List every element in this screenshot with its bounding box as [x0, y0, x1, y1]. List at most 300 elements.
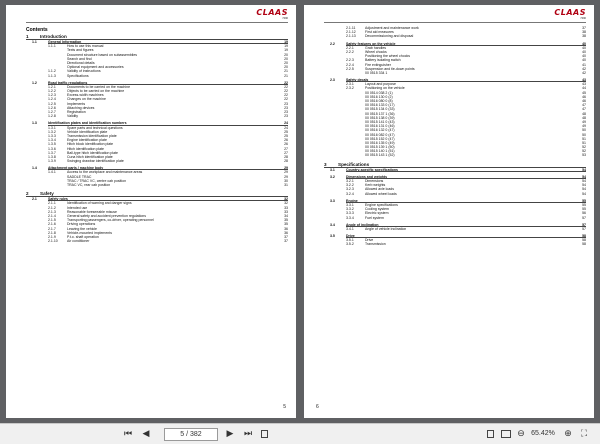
toc-entry-page: 29: [284, 170, 288, 175]
toc-entry-title: Attaching devices: [67, 105, 95, 110]
toc-entry-page: 22: [284, 84, 288, 89]
toc-entry-number: 1.3: [32, 121, 37, 126]
zoom-out-button[interactable]: [515, 427, 527, 440]
toc-entry-title: Specifications: [67, 73, 89, 78]
toc-entry-page: 54: [582, 179, 586, 183]
toc-entry[interactable]: [324, 34, 586, 38]
toc-entry-page: 43: [582, 78, 586, 83]
toc-entry-page: 42: [582, 70, 586, 75]
toc-entry-page: 22: [284, 89, 288, 94]
toc-entry-number: 2.2.4: [346, 62, 354, 67]
toc-entry-page: 22: [284, 93, 288, 98]
toc-entry-page: 30: [284, 178, 288, 183]
toc-entry-number: 1.2.1: [48, 84, 56, 89]
toc-entry-title: Implements: [67, 101, 86, 106]
toc-list: [26, 34, 288, 243]
toc-entry-page: 44: [582, 86, 586, 91]
toc-entry-page: 40: [582, 49, 586, 54]
toc-entry-title: Electric system: [365, 211, 389, 216]
toc-entry-number: 2.1.7: [48, 226, 56, 231]
toc-entry-page: 55: [582, 198, 586, 203]
toc-entry-title: Positioning the wheel chocks: [365, 54, 410, 59]
claas-logo: CLAAS: [554, 8, 586, 17]
toc-entry[interactable]: [26, 183, 288, 187]
toc-entry-number: 2.1.2: [48, 205, 56, 210]
toc-entry-number: 1.2.8: [48, 114, 56, 119]
toc-entry-title: Search and find: [67, 56, 92, 61]
toc-entry-page: 49: [582, 119, 586, 124]
toc-entry-page: 33: [284, 205, 288, 210]
toc-entry-number: 2.3.1: [346, 82, 354, 87]
toc-entry-title: 00 0515 141 0 (43): [365, 119, 395, 124]
toc-entry-title: 00 0516 135 0 (49): [365, 140, 395, 145]
toc-entry-title: Angle of vehicle inclination: [365, 226, 407, 231]
toc-entry-page: 32: [284, 201, 288, 206]
toc-entry-title: Document structure based on subassemblies: [67, 52, 138, 57]
toc-entry-number: 1.3.1: [48, 125, 56, 130]
toc-entry-title: 00 0514 038 2 (1): [365, 90, 393, 95]
toc-entry-title: Grab handles: [365, 45, 387, 50]
toc-entry[interactable]: [324, 168, 586, 172]
zoom-level[interactable]: 65.42%: [531, 430, 555, 437]
toc-entry-page: 43: [582, 82, 586, 87]
toc-entry-page: 32: [284, 197, 288, 202]
toc-entry[interactable]: [324, 153, 586, 157]
toc-entry-title: Safety features on the vehicle: [346, 41, 396, 46]
pdf-page-right: [304, 5, 594, 418]
toc-entry-page: 21: [284, 69, 288, 74]
toc-entry-number: 1.2.7: [48, 110, 56, 114]
toc-entry-page: 34: [284, 213, 288, 218]
toc-entry-title: Hitch identification plate: [67, 146, 104, 151]
toc-entry-number: 2.1.5: [48, 218, 56, 223]
toc-entry-number: 2.2.1: [346, 45, 354, 50]
toc-entry-page: 54: [582, 167, 586, 172]
toc-entry-number: 1.4: [32, 166, 37, 171]
toc-entry-page: 53: [582, 153, 586, 158]
toc-entry-page: 47: [582, 103, 586, 108]
toc-entry-number: 3.2: [330, 174, 335, 179]
toc-entry-page: 51: [582, 136, 586, 141]
toc-entry-title: Fuel system: [365, 215, 384, 220]
doc-code: 7490: [580, 17, 586, 20]
toc-entry-number: 3.2.1: [346, 179, 354, 183]
toc-entry-page: 46: [582, 94, 586, 99]
toc-entry-page: 40: [582, 58, 586, 63]
toc-entry-page: 46: [582, 99, 586, 103]
toc-entry-title: SADDLE TRAC: [67, 174, 92, 179]
toc-entry-number: 1.2.2: [48, 89, 56, 94]
toc-entry-number: 3.2.3: [346, 187, 354, 192]
toc-entry-title: Driving operations: [67, 222, 96, 227]
toc-entry-number: 2.1: [32, 197, 37, 202]
toc-entry-page: 56: [582, 211, 586, 216]
toc-entry-title: Specifications: [338, 161, 370, 167]
toc-entry-page: 33: [284, 209, 288, 214]
toc-entry-title: Changes on the machine: [67, 97, 106, 102]
fullscreen-icon: ⛶: [580, 428, 588, 438]
toc-entry-page: 45: [582, 90, 586, 95]
toc-entry-title: Identification of warning and danger signs: [67, 201, 132, 206]
toc-entry-title: How to use this manual: [67, 44, 104, 49]
toc-entry-title: Safety: [40, 191, 54, 197]
toc-entry-title: Engine identification plate: [67, 138, 107, 143]
toc-entry-title: Allowed wheel loads: [365, 191, 397, 196]
toc-entry-title: Fire extinguisher: [365, 62, 391, 67]
toc-entry-number: 3.5.2: [346, 242, 354, 247]
toc-entry-number: 2.1.12: [346, 30, 356, 35]
toc-entry-title: Transporting passengers, co-driver, operating personnel: [67, 218, 154, 223]
toc-entry-number: 1.2.4: [48, 97, 56, 102]
toc-entry-title: Battery isolating switch: [365, 58, 401, 63]
toc-entry-title: 00 0515 140 1 (51): [365, 149, 395, 154]
toc-entry-number: 3.3.3: [346, 211, 354, 216]
toc-entry-page: 23: [284, 114, 288, 119]
toc-entry-page: 57: [582, 226, 586, 231]
page-number-input[interactable]: 5 / 382: [164, 428, 218, 441]
toc-entry-page: 58: [582, 238, 586, 243]
page-number: 5: [283, 404, 286, 410]
toc-entry-page: 57: [582, 215, 586, 220]
header-rule: [26, 22, 288, 23]
toc-entry-number: 1.2.5: [48, 101, 56, 106]
toc-entry-page: 54: [582, 187, 586, 192]
toc-entry-title: 00 0515 137 1 (36): [365, 111, 395, 116]
toc-entry-number: 2.2.3: [346, 58, 354, 63]
toc-entry-number: 1.3.3: [48, 133, 56, 138]
toc-body: [26, 26, 288, 243]
toc-entry[interactable]: [26, 114, 288, 118]
toc-entry-number: 1.3.9: [48, 159, 56, 164]
toc-entry-page: 23: [284, 110, 288, 114]
toc-entry-number: 2.1.8: [48, 230, 56, 235]
toc-entry-page: 48: [582, 111, 586, 116]
toc-entry-title: Swinging drawbar identification plate: [67, 159, 124, 164]
toc-entry-page: 19: [284, 40, 288, 44]
toc-entry-page: 50: [582, 128, 586, 133]
toc-entry-title: Cuna hitch identification plate: [67, 154, 113, 159]
toc-entry-title: 00 0516 130 0 (2): [365, 94, 393, 99]
toc-entry-page: 40: [582, 54, 586, 59]
toc-entry-title: Optional equipment and accessories: [67, 65, 124, 70]
toc-entry-page: 20: [284, 60, 288, 65]
toc-entry-title: Dimensions and weights: [346, 174, 388, 179]
two-page-view-button[interactable]: [500, 427, 512, 440]
last-page-button[interactable]: [242, 427, 254, 440]
toc-entry-title: Documents to be carried on the machine: [67, 84, 131, 89]
header-rule: [324, 22, 586, 23]
toc-entry-title: 00 0516 133 0 (17): [365, 103, 395, 108]
toc-entry-page: 24: [284, 125, 288, 130]
toc-entry-page: 20: [284, 65, 288, 70]
toc-entry-page: 40: [582, 45, 586, 50]
toc-entry-number: 2.1.6: [48, 222, 56, 227]
toc-entry-title: Identification plates and identification numbers: [48, 121, 127, 126]
toc-entry-page: 37: [284, 239, 288, 244]
toc-entry-title: 00 0516 131 0 (46): [365, 124, 395, 129]
toc-entry-page: 28: [284, 159, 288, 164]
toc-entry-title: Transmission: [365, 242, 386, 247]
toc-entry-number: 2.1.13: [346, 34, 356, 39]
toc-entry-number: 2.3.2: [346, 86, 354, 91]
toc-entry-title: Spare parts and technical questions: [67, 125, 123, 130]
toc-entry-title: Kerb weights: [365, 183, 386, 188]
toc-entry-number: 2.1.10: [48, 239, 58, 244]
toc-entry-number: 1.3.2: [48, 129, 56, 134]
toc-entry-number: 1.2: [32, 80, 37, 85]
toc-entry-page: 58: [582, 242, 586, 247]
toc-entry-number: 3: [324, 161, 327, 167]
toc-entry-number: 2.1.3: [48, 209, 56, 214]
toc-entry-page: 21: [284, 73, 288, 78]
toc-entry-title: Access to the workplace and maintenance areas: [67, 170, 143, 175]
toc-entry-title: Engine specifications: [365, 202, 398, 207]
toc-entry-page: 22: [284, 80, 288, 85]
toc-entry-page: 54: [582, 191, 586, 196]
toc-entry-page: 42: [582, 66, 586, 71]
toc-entry-title: Safety rules: [48, 197, 68, 202]
toc-entry-title: 00 0516 082 0 (47): [365, 132, 395, 137]
toc-entry-number: 2.1.1: [48, 201, 56, 206]
toc-entry-number: 2.1.11: [346, 26, 356, 30]
toc-entry-title: General Information: [48, 40, 82, 44]
toc-entry-number: 3.4: [330, 222, 335, 227]
first-page-button[interactable]: [122, 427, 134, 440]
toc-entry-page: 37: [284, 234, 288, 239]
toc-entry-page: 49: [582, 124, 586, 129]
toc-entry-number: 1.2.3: [48, 93, 56, 98]
toc-entry-title: Layout and purpose: [365, 82, 396, 87]
toc-entry-title: Introduction: [40, 34, 67, 39]
toc-entry-page: 37: [582, 26, 586, 30]
toc-entry-page: 47: [582, 107, 586, 112]
toc-entry-page: 55: [582, 207, 586, 212]
toc-entry-page: 23: [284, 101, 288, 106]
toc-entry-page: 38: [582, 30, 586, 35]
toc-entry-number: 2.2.5: [346, 66, 354, 71]
toc-entry-title: Positioning on the vehicle: [365, 86, 405, 91]
previous-page-icon: ◀: [142, 428, 150, 438]
toc-entry-title: Vehicle identification plate: [67, 129, 108, 134]
toc-entry-title: 00 0515 138 0 (39): [365, 115, 395, 120]
toc-entry-title: TRAC VC, rear cab position: [67, 183, 111, 187]
toc-entry-number: 2: [26, 191, 29, 197]
toc-body: [324, 26, 586, 247]
toc-entry-title: Road traffic regulations: [48, 80, 88, 85]
toc-entry-title: Attachment parts / machine body: [48, 166, 104, 171]
single-page-icon: [487, 430, 494, 438]
toc-entry-page: 29: [284, 174, 288, 179]
next-page-button[interactable]: [224, 427, 236, 440]
toc-entry-title: Allowed axle loads: [365, 187, 394, 192]
toc-entry-number: 3.4.1: [346, 226, 354, 231]
fit-page-icon: [261, 430, 268, 438]
toc-entry-page: 20: [284, 52, 288, 57]
toc-entry-title: 00 0515 334 1: [365, 70, 388, 75]
toc-entry-page: 27: [284, 146, 288, 151]
toc-entry[interactable]: [324, 242, 586, 246]
toc-entry-title: Drive: [365, 238, 374, 243]
toc-entry-number: 1.1.2: [48, 69, 56, 74]
toc-entry-title: Hitch block identification plate: [67, 142, 114, 147]
toc-entry[interactable]: [324, 71, 586, 75]
fullscreen-button[interactable]: [578, 427, 590, 440]
toc-entry-number: 3.3: [330, 198, 335, 203]
toc-entry-number: 3.3.4: [346, 215, 354, 220]
toc-entry-page: 27: [284, 150, 288, 155]
toc-entry-number: 1.3.5: [48, 142, 56, 147]
toc-entry-rule: [346, 171, 586, 172]
toc-entry[interactable]: [324, 192, 586, 196]
two-page-icon: [501, 430, 511, 438]
toc-entry-page: 26: [284, 138, 288, 143]
toc-entry-number: 1.3.4: [48, 138, 56, 143]
toc-entry-title: Intended use: [67, 205, 88, 210]
toc-entry-number: 3.2.2: [346, 183, 354, 188]
toc-entry-number: 1.3.8: [48, 154, 56, 159]
toc-entry-title: Directional details: [67, 60, 95, 65]
toc-entry-title: Objects to be carried on the machine: [67, 89, 125, 94]
toc-entry-title: Validity: [67, 114, 79, 119]
toc-list: [324, 26, 586, 247]
toc-entry-title: Country-specific specifications: [346, 167, 398, 172]
pdf-page-left: [6, 5, 296, 418]
toc-entry-page: 29: [284, 166, 288, 171]
toc-entry-page: 58: [582, 234, 586, 239]
toc-entry-number: 1.1.1: [48, 44, 56, 49]
toc-entry-page: 50: [582, 132, 586, 137]
toc-entry-page: 23: [284, 105, 288, 110]
toc-entry-page: 54: [582, 183, 586, 188]
toc-entry-title: 00 0516 080 0 (8): [365, 99, 393, 103]
toc-entry-title: Suspension and tie-down points: [365, 66, 415, 71]
toc-entry-title: Excess-width machines: [67, 93, 104, 98]
toc-entry-page: 26: [284, 142, 288, 147]
toc-entry-page: 52: [582, 149, 586, 154]
toc-entry-page: 20: [284, 56, 288, 61]
toc-entry-page: 51: [582, 140, 586, 145]
toc-entry[interactable]: [26, 159, 288, 163]
toc-entry-title: 00 0515 152 0 (47): [365, 136, 395, 141]
toc-entry-title: Vehicle-mounted implements: [67, 230, 112, 235]
toc-entry-title: Validity of instructions: [67, 69, 101, 74]
toc-entry-number: 3.2.4: [346, 191, 354, 196]
toc-entry-title: Cooling system: [365, 207, 389, 212]
toc-entry-number: 1.3.7: [48, 150, 56, 155]
toc-entry-title: Transmission identification plate: [67, 133, 117, 138]
toc-entry-page: 36: [284, 230, 288, 235]
toc-entry-page: 25: [284, 129, 288, 134]
toc-entry-page: 41: [582, 62, 586, 67]
toc-entry-title: General safety and accident prevention regulations: [67, 213, 146, 218]
doc-code: 7490: [282, 17, 288, 20]
toc-entry-page: 22: [284, 97, 288, 102]
toc-entry-number: 1.2.6: [48, 105, 56, 110]
zoom-in-button[interactable]: [562, 427, 574, 440]
toc-entry-title: Ball-type hitch identification plate: [67, 150, 118, 155]
toc-entry-title: Air conditioner: [67, 239, 90, 244]
toc-entry-title: Adjustment and maintenance work: [365, 26, 419, 30]
toc-entry-page: 55: [582, 202, 586, 207]
toc-entry-page: 19: [284, 48, 288, 53]
toc-entry-title: Drive: [346, 234, 355, 239]
toc-entry-title: Registration: [67, 110, 86, 114]
toc-entry[interactable]: [324, 216, 586, 220]
toc-entry-number: 2.3: [330, 78, 335, 83]
toc-entry-title: P.t.o. shaft operation: [67, 234, 99, 239]
toc-entry-number: 2.1.4: [48, 213, 56, 218]
claas-logo: CLAAS: [256, 8, 288, 17]
previous-page-button[interactable]: [140, 427, 152, 440]
toc-entry-title: Dimensions: [365, 179, 384, 183]
toc-entry-title: Safety decals: [346, 78, 369, 83]
toc-entry-number: 3.5.1: [346, 238, 354, 243]
toc-entry-page: 25: [284, 133, 288, 138]
toc-entry-title: 00 0515 143 1 (52): [365, 153, 395, 158]
toc-entry-page: 24: [284, 121, 288, 126]
toc-entry-title: 00 0515 134 0 (33): [365, 107, 395, 112]
toc-entry-number: 2.1.9: [48, 234, 56, 239]
toc-entry-page: 52: [582, 145, 586, 150]
toc-entry-number: 3.3.1: [346, 202, 354, 207]
toc-entry-title: Wheel chocks: [365, 49, 387, 54]
toc-entry-number: 1: [26, 34, 29, 39]
toc-entry-page: 31: [284, 183, 288, 187]
toc-entry-title: TRAC / TRAC VC, centre cab position: [67, 178, 127, 183]
toc-entry[interactable]: [26, 74, 288, 78]
toc-entry-number: 3.3.2: [346, 207, 354, 212]
next-page-icon: ▶: [226, 428, 234, 438]
last-page-icon: ⏭: [243, 428, 253, 438]
toc-entry-title: Engine: [346, 198, 358, 203]
first-page-icon: ⏮: [123, 428, 133, 438]
toc-entry-title: Decommissioning and disposal: [365, 34, 414, 39]
toc-entry-page: 35: [284, 218, 288, 223]
toc-entry-page: 38: [582, 34, 586, 39]
toc-entry-page: 57: [582, 222, 586, 227]
toc-entry[interactable]: [324, 227, 586, 231]
zoom-in-icon: ⊕: [564, 428, 572, 438]
toc-entry-title: Reasonable foreseeable misuse: [67, 209, 118, 214]
page-number: 6: [316, 404, 319, 410]
toc-entry-page: 54: [582, 174, 586, 179]
single-page-view-button[interactable]: [484, 427, 496, 440]
toc-entry-page: 35: [284, 222, 288, 227]
toc-entry-title: Leaving the vehicle: [67, 226, 97, 231]
toc-entry-number: 2.2: [330, 41, 335, 46]
viewer-toolbar: [0, 423, 600, 444]
zoom-out-icon: ⊖: [517, 428, 525, 438]
toc-entry-page: 19: [284, 44, 288, 49]
toc-entry-title: 00 0516 132 0 (47): [365, 128, 395, 133]
toc-entry-number: 1.1: [32, 40, 37, 44]
toc-entry-number: 1.3.6: [48, 146, 56, 151]
toc-entry-page: 36: [284, 226, 288, 231]
fit-page-button[interactable]: [258, 427, 270, 440]
toc-entry-number: 2.2.2: [346, 49, 354, 54]
contents-heading: Contents: [26, 27, 48, 33]
toc-entry[interactable]: [26, 239, 288, 243]
toc-entry-page: 28: [284, 154, 288, 159]
toc-entry-number: 3.1: [330, 167, 335, 172]
toc-entry-number: 3.5: [330, 234, 335, 239]
toc-entry-number: 1.1.3: [48, 73, 56, 78]
toc-entry-page: 48: [582, 115, 586, 120]
toc-entry-title: 00 0515 139 1 (50): [365, 145, 395, 150]
toc-entry-title: Angle of inclination: [346, 222, 379, 227]
toc-entry-title: First aid measures: [365, 30, 394, 35]
toc-entry-title: Texts and figures: [67, 48, 94, 53]
